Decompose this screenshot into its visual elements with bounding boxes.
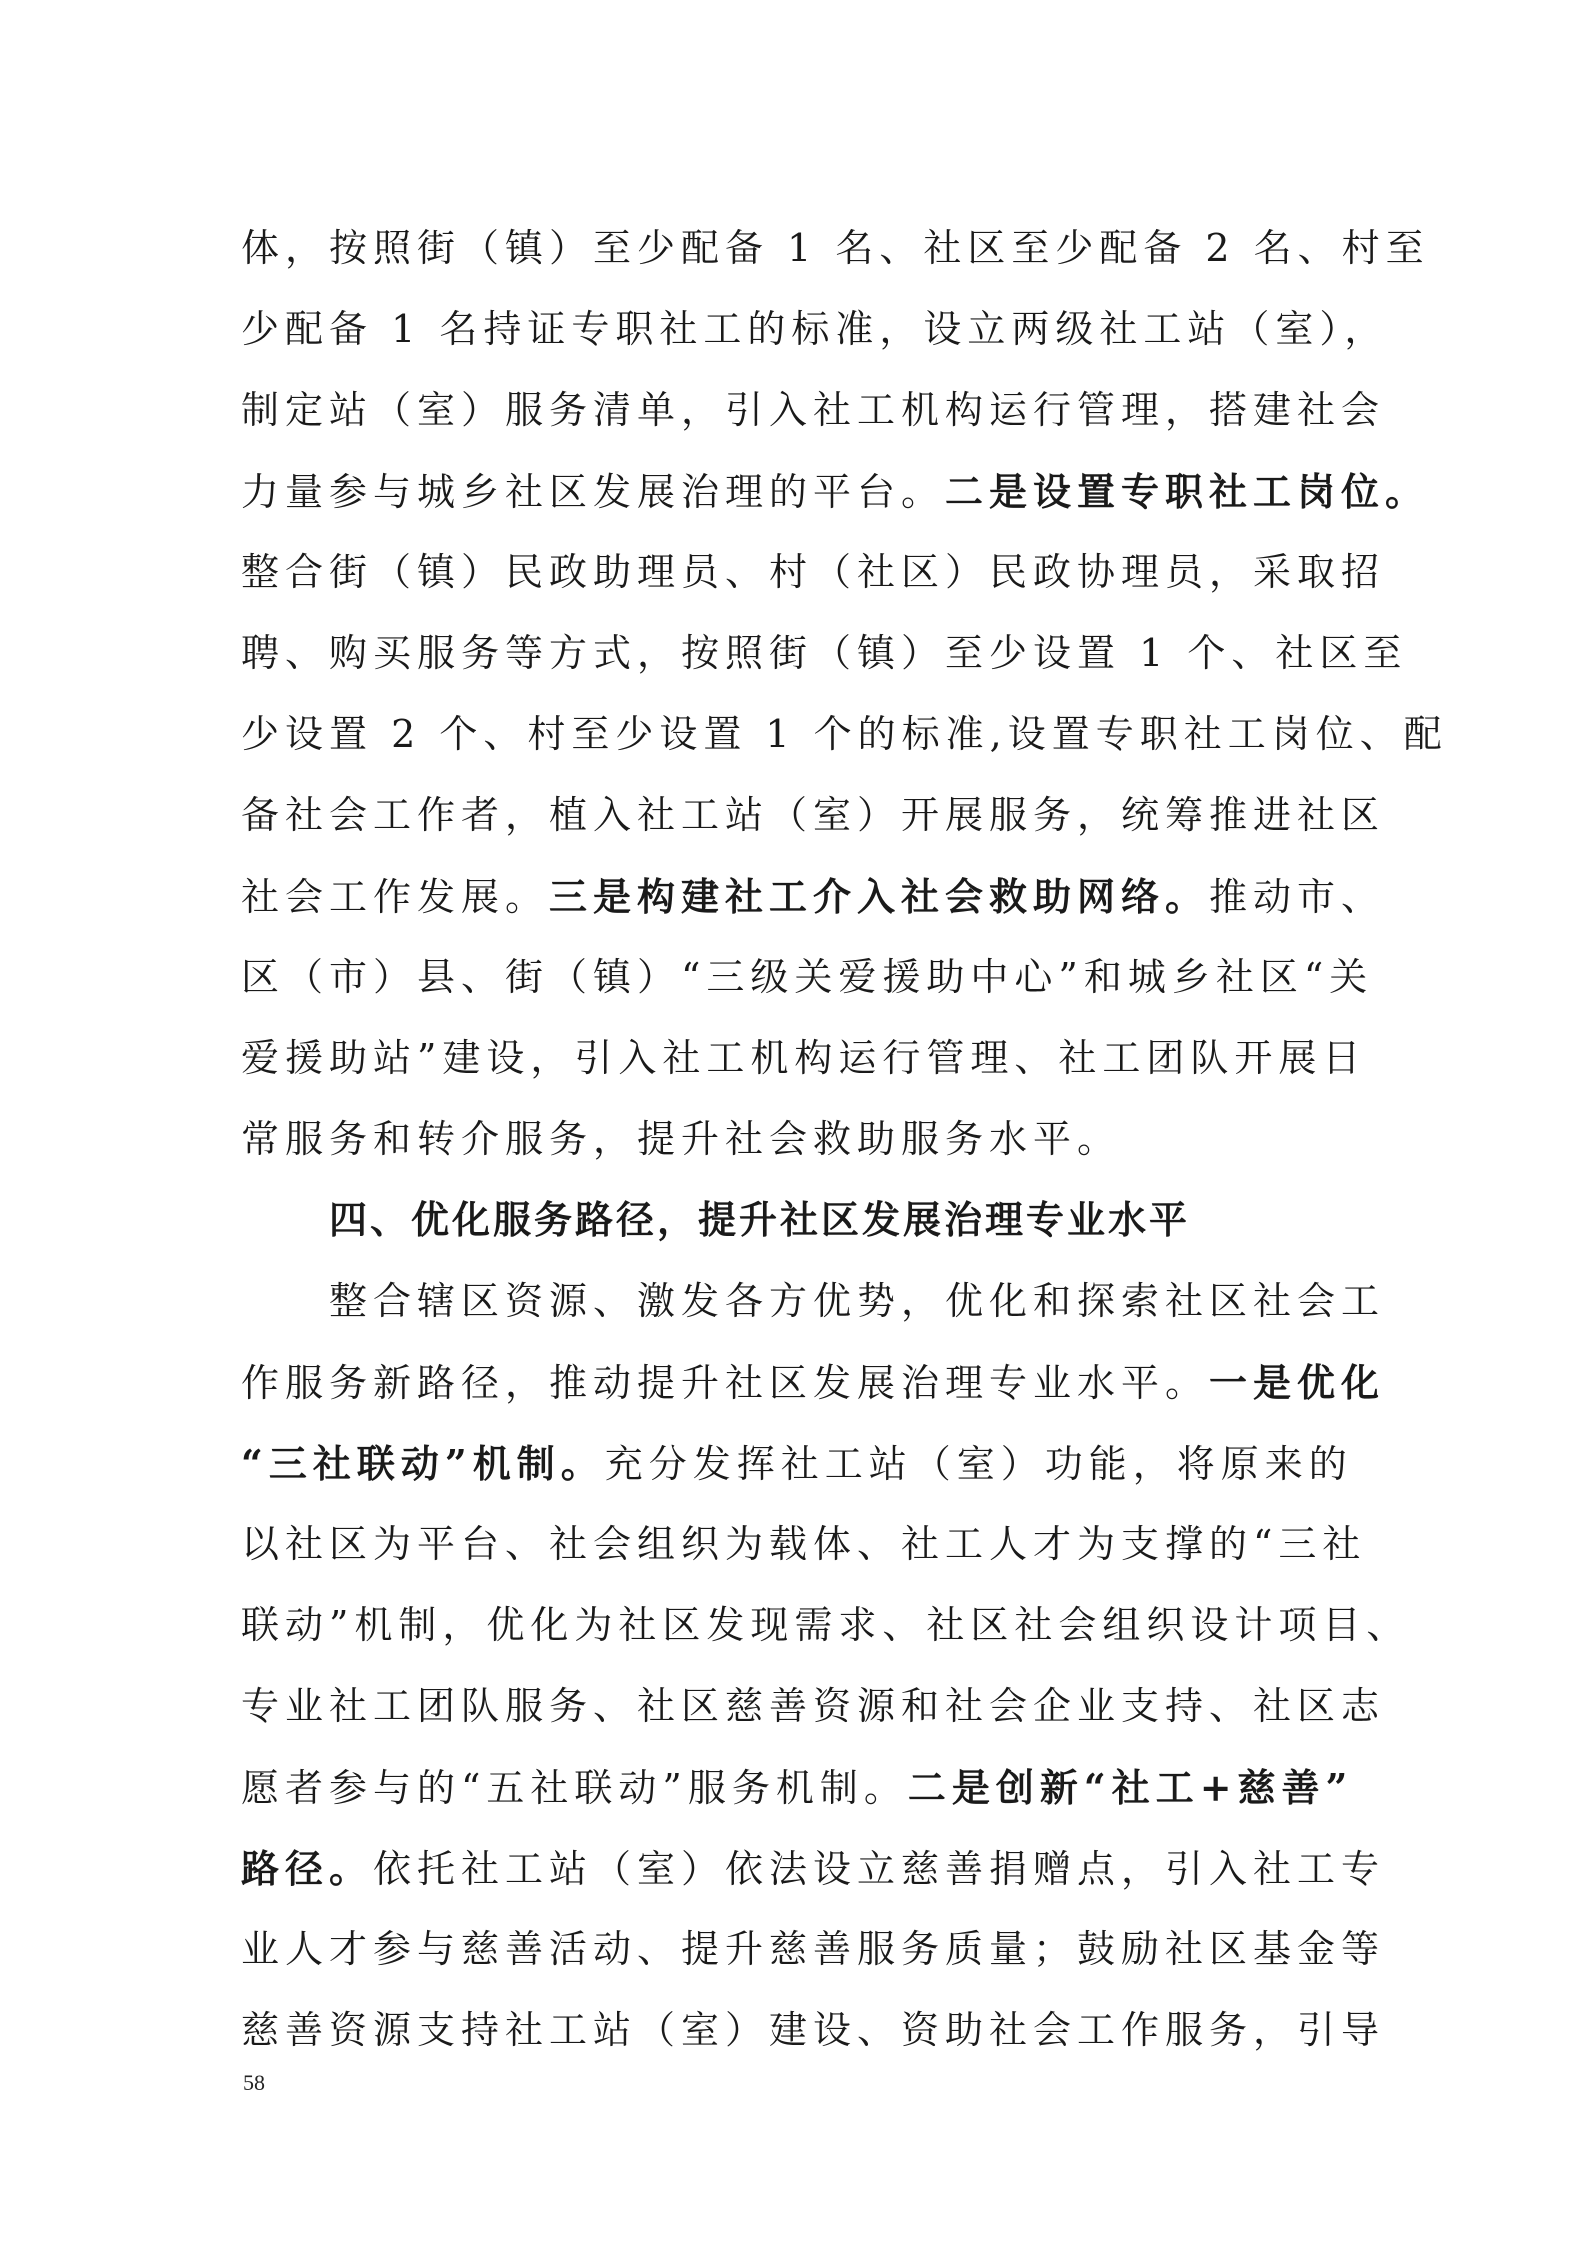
text-run: 联动”机制，优化为社区发现需求、社区社会组织设计项目、 — [241, 1603, 1411, 1647]
line-19 — [241, 1666, 1386, 1747]
line-01 — [241, 208, 1430, 289]
text-run: 爱援助站”建设，引入社工机构运行管理、社工团队开展日 — [241, 1036, 1367, 1080]
line-17 — [241, 1504, 1367, 1585]
line-16 — [241, 1423, 1353, 1504]
body-text — [241, 208, 1448, 2071]
text-run: 备社会工作者，植入社工站（室）开展服务，统筹推进社区 — [241, 793, 1386, 837]
text-run: 以社区为平台、社会组织为载体、社工人才为支撑的“三社 — [241, 1522, 1367, 1566]
line-04 — [241, 451, 1430, 532]
line-08 — [241, 775, 1386, 856]
text-run: 少配备 1 名持证专职社工的标准，设立两级社工站（室）， — [241, 307, 1389, 351]
text-run: 体，按照街（镇）至少配备 1 名、社区至少配备 2 名、村至 — [241, 226, 1430, 270]
line-09 — [241, 856, 1386, 937]
line-05 — [241, 532, 1386, 613]
line-21 — [241, 1828, 1386, 1909]
text-run: 作服务新路径，推动提升社区发展治理专业水平。 — [241, 1361, 1210, 1405]
line-20 — [241, 1747, 1354, 1828]
text-run: 充分发挥社工站（室）功能，将原来的 — [604, 1442, 1353, 1486]
text-run: 区（市）县、街（镇）“三级关爱援助中心”和城乡社区“关 — [241, 955, 1374, 999]
text-run: 常服务和转介服务，提升社会救助服务水平。 — [241, 1117, 1122, 1161]
text-run: 整合辖区资源、激发各方优势，优化和探索社区社会工 — [329, 1279, 1386, 1323]
line-12 — [241, 1099, 1346, 1180]
line-15 — [241, 1342, 1386, 1423]
text-run: 推动市、 — [1209, 875, 1386, 919]
text-run: 社会工作发展。 — [241, 875, 550, 919]
text-run: 慈善资源支持社工站（室）建设、资助社会工作服务，引导 — [241, 2008, 1386, 2052]
line-10 — [241, 937, 1374, 1018]
line-07 — [241, 694, 1448, 775]
bold-phrase: “三社联动”机制。 — [241, 1441, 605, 1486]
text-run: 愿者参与的“五社联动”服务机制。 — [241, 1766, 908, 1810]
bold-phrase: 三是构建社工介入社会救助网络。 — [549, 874, 1210, 919]
line-14 — [241, 1261, 1386, 1342]
text-run: 力量参与城乡社区发展治理的平台。 — [241, 470, 946, 514]
text-run: 业人才参与慈善活动、提升慈善服务质量；鼓励社区基金等 — [241, 1927, 1386, 1971]
text-run: 聘、购买服务等方式，按照街（镇）至少设置 1 个、社区至 — [241, 631, 1408, 675]
line-18 — [241, 1585, 1411, 1666]
text-run: 整合街（镇）民政助理员、村（社区）民政协理员，采取招 — [241, 550, 1386, 594]
page-number: 58 — [243, 2070, 265, 2095]
bold-phrase: 路径。 — [241, 1846, 374, 1891]
section-heading — [241, 1180, 1346, 1261]
bold-phrase: 二是创新“社工+慈善” — [907, 1765, 1354, 1810]
text-run: 依托社工站（室）依法设立慈善捐赠点，引入社工专 — [373, 1847, 1386, 1891]
text-run: 少设置 2 个、村至少设置 1 个的标准,设置专职社工岗位、配 — [241, 712, 1448, 756]
bold-phrase: 一是优化 — [1209, 1360, 1386, 1405]
text-run: 专业社工团队服务、社区慈善资源和社会企业支持、社区志 — [241, 1684, 1386, 1728]
line-02 — [241, 289, 1389, 370]
bold-phrase: 二是设置专职社工岗位。 — [945, 469, 1430, 514]
text-run: 制定站（室）服务清单，引入社工机构运行管理，搭建社会 — [241, 388, 1386, 432]
line-22 — [241, 1909, 1386, 1990]
line-03 — [241, 370, 1386, 451]
text-run: 四、优化服务路径，提升社区发展治理专业水平 — [329, 1198, 1191, 1242]
line-06 — [241, 613, 1408, 694]
line-11 — [241, 1018, 1367, 1099]
line-23 — [241, 1990, 1386, 2071]
